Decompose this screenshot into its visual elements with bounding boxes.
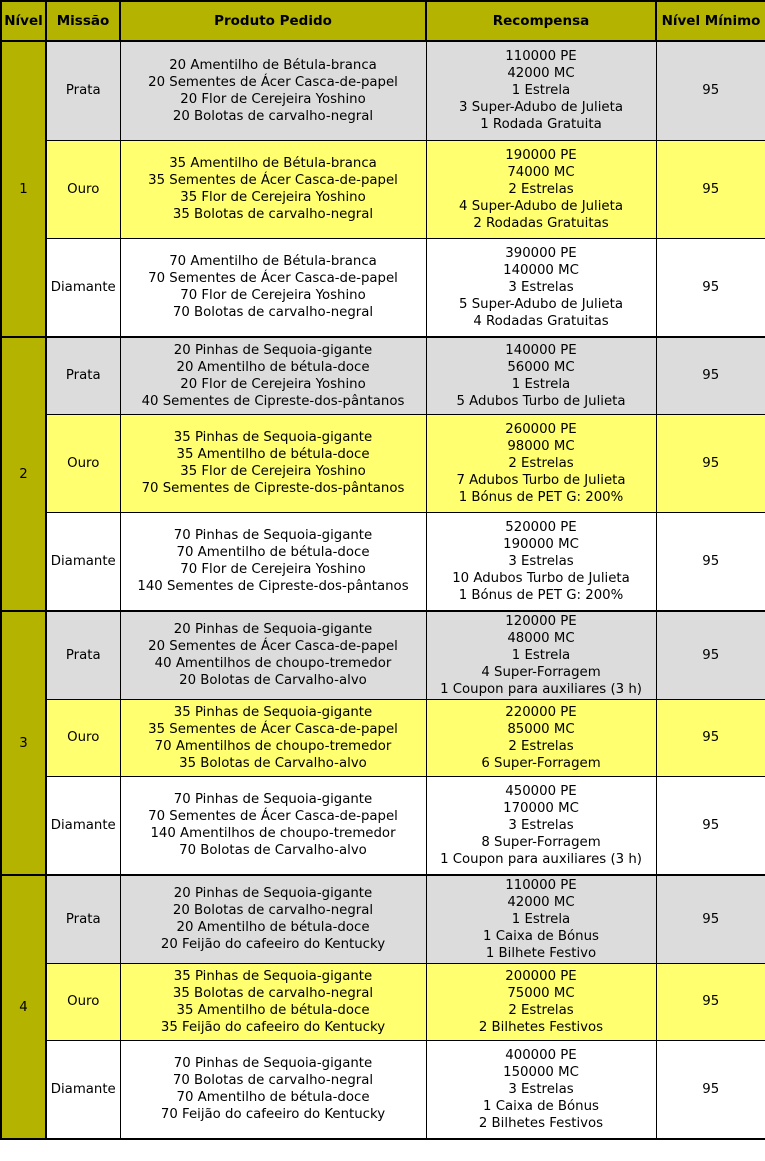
product-line: 70 Amentilho de bétula-doce — [176, 1090, 370, 1106]
reward-line: 98000 MC — [507, 438, 575, 454]
level-number: 2 — [1, 337, 46, 611]
reward-line: 4 Super-Adubo de Julieta — [459, 198, 623, 214]
reward-line: 400000 PE — [505, 1047, 577, 1063]
reward-line: 120000 PE — [505, 613, 577, 629]
min-level: 95 — [656, 611, 765, 699]
product-line: 35 Amentilho de bétula-doce — [176, 1002, 370, 1018]
product-line: 70 Sementes de Cipreste-dos-pântanos — [141, 481, 405, 496]
reward-line: 220000 PE — [505, 704, 577, 720]
product-line: 20 Bolotas de Carvalho-alvo — [179, 673, 367, 689]
reward-line: 2 Estrelas — [508, 1002, 574, 1018]
reward-line: 1 Caixa de Bónus — [483, 1098, 599, 1114]
reward-line: 3 Estrelas — [508, 553, 574, 569]
reward-line: 1 Estrela — [511, 83, 571, 99]
reward-line: 7 Adubos Turbo de Julieta — [456, 472, 626, 488]
product-cell — [120, 963, 426, 1040]
reward-line: 10 Adubos Turbo de Julieta — [452, 570, 630, 586]
reward-cell — [426, 238, 656, 337]
reward-line: 1 Bónus de PET G: 200% — [458, 587, 624, 603]
reward-line: 2 Bilhetes Festivos — [478, 1019, 604, 1035]
reward-line: 75000 MC — [507, 985, 575, 1001]
reward-line: 2 Estrelas — [508, 738, 574, 754]
reward-line: 6 Super-Forragem — [481, 755, 601, 771]
reward-line: 2 Estrelas — [508, 181, 574, 197]
product-line: 35 Bolotas de carvalho-negral — [172, 985, 374, 1001]
product-cell — [120, 875, 426, 963]
reward-line: 140000 MC — [503, 262, 579, 278]
product-cell — [120, 414, 426, 512]
product-line: 35 Pinhas de Sequoia-gigante — [173, 704, 373, 720]
reward-line: 3 Estrelas — [508, 1081, 574, 1097]
reward-line: 2 Rodadas Gratuitas — [473, 215, 609, 231]
product-cell — [120, 611, 426, 699]
reward-line: 1 Estrela — [511, 911, 571, 927]
table-row — [1, 1040, 765, 1139]
min-level: 95 — [656, 414, 765, 512]
min-level: 95 — [656, 1040, 765, 1139]
reward-cell — [426, 611, 656, 699]
header-reward: Recompensa — [426, 1, 656, 41]
product-line: 20 Sementes de Ácer Casca-de-papel — [148, 74, 398, 90]
product-line: 70 Flor de Cerejeira Yoshino — [180, 288, 366, 304]
reward-line: 140000 PE — [505, 342, 577, 358]
mission-name: Prata — [46, 41, 120, 140]
reward-line: 1 Coupon para auxiliares (3 h) — [440, 851, 642, 867]
min-level: 95 — [656, 699, 765, 776]
min-level: 95 — [656, 337, 765, 414]
product-line: 70 Sementes de Ácer Casca-de-papel — [148, 271, 398, 287]
product-line: 70 Flor de Cerejeira Yoshino — [180, 562, 366, 578]
mission-name: Ouro — [46, 140, 120, 238]
reward-line: 450000 PE — [505, 783, 577, 799]
mission-name: Diamante — [46, 1040, 120, 1139]
reward-line: 520000 PE — [505, 519, 577, 535]
level-number: 3 — [1, 611, 46, 875]
level-number: 4 — [1, 875, 46, 1139]
table-body — [1, 41, 765, 1139]
reward-line: 1 Coupon para auxiliares (3 h) — [440, 681, 642, 697]
reward-line: 1 Caixa de Bónus — [483, 928, 599, 944]
product-cell — [120, 776, 426, 875]
mission-name: Diamante — [46, 238, 120, 337]
table-row — [1, 963, 765, 1040]
product-line: 70 Feijão do cafeeiro do Kentucky — [160, 1107, 386, 1123]
product-line: 70 Amentilho de bétula-doce — [176, 545, 370, 561]
product-line: 70 Pinhas de Sequoia-gigante — [173, 1056, 373, 1072]
table-row — [1, 611, 765, 699]
product-line: 140 Amentilhos de choupo-tremedor — [150, 826, 396, 842]
product-line: 35 Sementes de Ácer Casca-de-papel — [148, 721, 398, 737]
reward-cell — [426, 1040, 656, 1139]
product-line: 35 Amentilho de Bétula-branca — [169, 156, 377, 171]
table-row — [1, 776, 765, 875]
reward-line: 5 Adubos Turbo de Julieta — [456, 393, 626, 409]
product-line: 20 Pinhas de Sequoia-gigante — [173, 622, 373, 638]
product-cell — [120, 337, 426, 414]
reward-line: 2 Estrelas — [508, 455, 574, 471]
product-line: 70 Amentilho de Bétula-branca — [169, 254, 377, 270]
product-line: 20 Flor de Cerejeira Yoshino — [180, 376, 366, 392]
mission-name: Ouro — [46, 699, 120, 776]
product-line: 20 Bolotas de carvalho-negral — [172, 903, 374, 919]
reward-line: 48000 MC — [507, 630, 575, 646]
mission-name: Prata — [46, 875, 120, 963]
reward-line: 110000 PE — [505, 877, 577, 893]
product-line: 70 Bolotas de carvalho-negral — [172, 1073, 374, 1089]
reward-line: 110000 PE — [505, 49, 577, 65]
table-row — [1, 414, 765, 512]
reward-line: 190000 MC — [503, 536, 579, 552]
reward-cell — [426, 963, 656, 1040]
reward-line: 8 Super-Forragem — [481, 834, 601, 850]
reward-line: 170000 MC — [503, 800, 579, 816]
product-line: 70 Bolotas de carvalho-negral — [172, 305, 374, 321]
product-cell — [120, 512, 426, 611]
reward-line: 85000 MC — [507, 721, 575, 737]
table-row — [1, 41, 765, 140]
product-line: 140 Sementes de Cipreste-dos-pântanos — [137, 579, 409, 595]
product-line: 70 Bolotas de Carvalho-alvo — [179, 843, 367, 859]
product-cell — [120, 238, 426, 337]
product-cell — [120, 41, 426, 140]
product-line: 20 Amentilho de Bétula-branca — [169, 57, 377, 73]
product-line: 20 Feijão do cafeeiro do Kentucky — [160, 937, 386, 953]
mission-name: Ouro — [46, 414, 120, 512]
reward-cell — [426, 512, 656, 611]
product-cell — [120, 140, 426, 238]
product-line: 40 Amentilhos de choupo-tremedor — [154, 656, 392, 672]
mission-name: Prata — [46, 337, 120, 414]
reward-line: 3 Super-Adubo de Julieta — [459, 100, 623, 116]
product-line: 70 Pinhas de Sequoia-gigante — [173, 528, 373, 544]
reward-line: 1 Estrela — [511, 647, 571, 663]
reward-cell — [426, 140, 656, 238]
header-min-level: Nível Mínimo — [656, 1, 765, 41]
table-row — [1, 337, 765, 414]
reward-cell — [426, 414, 656, 512]
reward-cell — [426, 699, 656, 776]
min-level: 95 — [656, 41, 765, 140]
min-level: 95 — [656, 140, 765, 238]
reward-line: 3 Estrelas — [508, 279, 574, 295]
table-row — [1, 875, 765, 963]
reward-cell — [426, 337, 656, 414]
reward-cell — [426, 875, 656, 963]
reward-line: 5 Super-Adubo de Julieta — [459, 296, 623, 312]
product-line: 35 Flor de Cerejeira Yoshino — [180, 464, 366, 479]
product-line: 35 Amentilho de bétula-doce — [176, 447, 370, 462]
reward-line: 2 Bilhetes Festivos — [478, 1115, 604, 1131]
product-line: 20 Flor de Cerejeira Yoshino — [180, 91, 366, 107]
product-line: 35 Bolotas de Carvalho-alvo — [179, 755, 367, 771]
reward-line: 200000 PE — [505, 968, 577, 984]
product-line: 40 Sementes de Cipreste-dos-pântanos — [141, 393, 405, 409]
mission-name: Diamante — [46, 776, 120, 875]
reward-line: 4 Rodadas Gratuitas — [473, 313, 609, 329]
product-line: 35 Flor de Cerejeira Yoshino — [180, 190, 366, 205]
reward-line: 1 Bónus de PET G: 200% — [458, 489, 624, 505]
min-level: 95 — [656, 963, 765, 1040]
mission-name: Diamante — [46, 512, 120, 611]
reward-line: 150000 MC — [503, 1064, 579, 1080]
product-cell — [120, 699, 426, 776]
min-level: 95 — [656, 776, 765, 875]
reward-line: 42000 MC — [507, 66, 575, 82]
reward-line: 1 Rodada Gratuita — [480, 117, 602, 133]
table-row — [1, 238, 765, 337]
reward-line: 56000 MC — [507, 359, 575, 375]
reward-line: 3 Estrelas — [508, 817, 574, 833]
product-line: 35 Bolotas de carvalho-negral — [172, 207, 374, 222]
product-line: 20 Bolotas de carvalho-negral — [172, 108, 374, 124]
product-line: 35 Pinhas de Sequoia-gigante — [173, 430, 373, 445]
level-number: 1 — [1, 41, 46, 337]
mission-name: Prata — [46, 611, 120, 699]
min-level: 95 — [656, 875, 765, 963]
product-line: 70 Sementes de Ácer Casca-de-papel — [148, 809, 398, 825]
reward-line: 4 Super-Forragem — [481, 664, 601, 680]
product-line: 35 Sementes de Ácer Casca-de-papel — [148, 173, 398, 188]
min-level: 95 — [656, 512, 765, 611]
product-line: 20 Amentilho de bétula-doce — [176, 920, 370, 936]
product-line: 70 Pinhas de Sequoia-gigante — [173, 792, 373, 808]
product-line: 70 Amentilhos de choupo-tremedor — [154, 738, 392, 754]
table-row — [1, 140, 765, 238]
header-level: Nível — [1, 1, 46, 41]
reward-line: 390000 PE — [505, 245, 577, 261]
reward-line: 1 Bilhete Festivo — [485, 945, 597, 961]
reward-cell — [426, 41, 656, 140]
product-cell — [120, 1040, 426, 1139]
table-row — [1, 512, 765, 611]
product-line: 20 Pinhas de Sequoia-gigante — [173, 342, 373, 358]
mission-name: Ouro — [46, 963, 120, 1040]
reward-line: 1 Estrela — [511, 376, 571, 392]
header-row — [1, 1, 765, 41]
table-row — [1, 699, 765, 776]
product-line: 20 Pinhas de Sequoia-gigante — [173, 886, 373, 902]
reward-cell — [426, 776, 656, 875]
product-line: 35 Feijão do cafeeiro do Kentucky — [160, 1019, 386, 1035]
min-level: 95 — [656, 238, 765, 337]
reward-line: 190000 PE — [505, 147, 577, 163]
reward-line: 42000 MC — [507, 894, 575, 910]
reward-line: 74000 MC — [507, 164, 575, 180]
product-line: 20 Sementes de Ácer Casca-de-papel — [148, 639, 398, 655]
reward-line: 260000 PE — [505, 421, 577, 437]
header-mission: Missão — [46, 1, 120, 41]
product-line: 20 Amentilho de bétula-doce — [176, 359, 370, 375]
product-line: 35 Pinhas de Sequoia-gigante — [173, 968, 373, 984]
header-product: Produto Pedido — [120, 1, 426, 41]
